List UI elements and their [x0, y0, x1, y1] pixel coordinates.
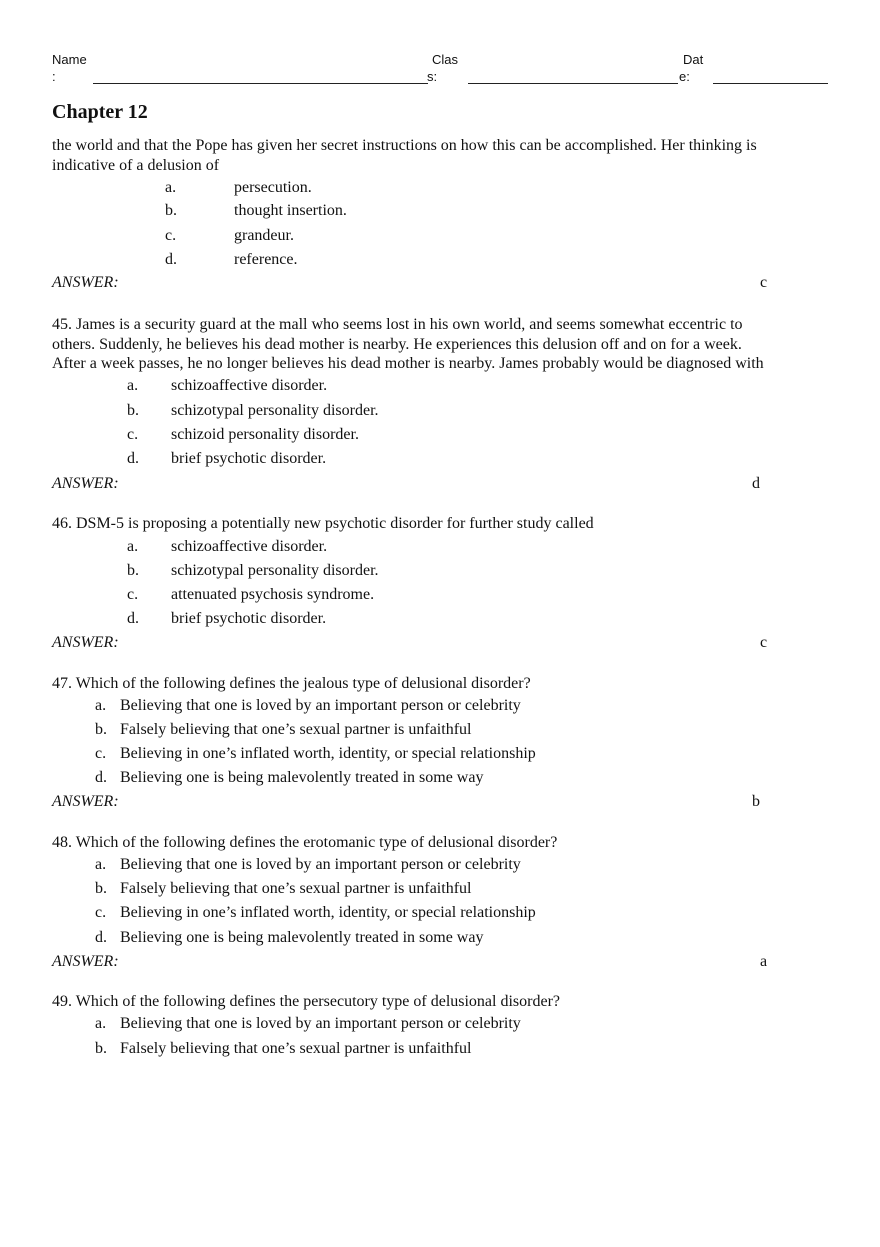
option-text: attenuated psychosis syndrome. [171, 586, 375, 603]
question-text: After a week passes, he no longer believes his dead mother is nearby. James probably would be diagnosed with [52, 355, 764, 372]
answer-label: ANSWER: [52, 953, 119, 970]
option-letter: a. [127, 377, 139, 394]
option-letter: d. [95, 929, 107, 946]
option-text: Believing that one is loved by an important person or celebrity [120, 1015, 521, 1032]
option-text: Falsely believing that one’s sexual partner is unfaithful [120, 721, 472, 738]
option-text: schizoid personality disorder. [171, 426, 359, 443]
option-text: Believing in one’s inflated worth, identity, or special relationship [120, 745, 536, 762]
option-text: reference. [234, 251, 298, 268]
option-text: schizoaffective disorder. [171, 377, 328, 394]
name-field-line[interactable] [93, 83, 428, 84]
class-label-suffix: s: [427, 69, 438, 84]
option-text: Falsely believing that one’s sexual partner is unfaithful [120, 1040, 472, 1057]
answer-label: ANSWER: [52, 634, 119, 651]
option-letter: a. [95, 1015, 107, 1032]
question-text: 45. James is a security guard at the mall who seems lost in his own world, and seems somewhat eccentric to [52, 316, 743, 333]
option-letter: a. [165, 179, 177, 196]
option-letter: a. [95, 697, 107, 714]
option-text: Believing one is being malevolently treated in some way [120, 929, 484, 946]
option-letter: c. [127, 586, 139, 603]
question-text: indicative of a delusion of [52, 157, 220, 174]
option-text: Believing that one is loved by an important person or celebrity [120, 697, 521, 714]
option-letter: d. [127, 610, 139, 627]
option-letter: b. [95, 880, 107, 897]
option-letter: c. [165, 227, 177, 244]
option-text: Believing that one is loved by an important person or celebrity [120, 856, 521, 873]
option-letter: a. [95, 856, 107, 873]
question-text: others. Suddenly, he believes his dead mother is nearby. He experiences this delusion off and on for a week. [52, 336, 742, 353]
option-text: schizoaffective disorder. [171, 538, 328, 555]
class-field-line[interactable] [468, 83, 678, 84]
answer-value: c [760, 634, 768, 651]
class-label: Clas [432, 52, 459, 67]
option-letter: c. [95, 904, 107, 921]
option-letter: d. [165, 251, 177, 268]
option-text: Believing one is being malevolently treated in some way [120, 769, 484, 786]
option-text: Believing in one’s inflated worth, identity, or special relationship [120, 904, 536, 921]
option-letter: b. [95, 721, 107, 738]
option-letter: d. [95, 769, 107, 786]
answer-value: c [760, 274, 768, 291]
option-letter: b. [127, 562, 139, 579]
option-letter: d. [127, 450, 139, 467]
option-letter: b. [165, 202, 177, 219]
answer-label: ANSWER: [52, 475, 119, 492]
answer-value: a [760, 953, 768, 970]
answer-value: b [752, 793, 760, 810]
question-text: 46. DSM-5 is proposing a potentially new psychotic disorder for further study called [52, 515, 594, 532]
option-text: persecution. [234, 179, 312, 196]
option-letter: b. [127, 402, 139, 419]
option-letter: a. [127, 538, 139, 555]
question-text: the world and that the Pope has given her secret instructions on how this can be accomplished. Her thinking is [52, 137, 757, 154]
name-label-colon: : [52, 69, 56, 84]
name-label: Name [52, 52, 87, 67]
option-text: brief psychotic disorder. [171, 610, 327, 627]
question-text: 49. Which of the following defines the persecutory type of delusional disorder? [52, 993, 561, 1010]
question-text: 48. Which of the following defines the erotomanic type of delusional disorder? [52, 834, 558, 851]
answer-label: ANSWER: [52, 274, 119, 291]
option-text: schizotypal personality disorder. [171, 562, 379, 579]
option-letter: c. [127, 426, 139, 443]
option-text: thought insertion. [234, 202, 347, 219]
option-text: Falsely believing that one’s sexual partner is unfaithful [120, 880, 472, 897]
option-text: brief psychotic disorder. [171, 450, 327, 467]
option-letter: b. [95, 1040, 107, 1057]
option-letter: c. [95, 745, 107, 762]
answer-value: d [752, 475, 760, 492]
chapter-title: Chapter 12 [52, 101, 148, 123]
question-text: 47. Which of the following defines the jealous type of delusional disorder? [52, 675, 531, 692]
answer-label: ANSWER: [52, 793, 119, 810]
option-text: grandeur. [234, 227, 294, 244]
date-label-suffix: e: [679, 69, 690, 84]
option-text: schizotypal personality disorder. [171, 402, 379, 419]
date-label: Dat [683, 52, 704, 67]
date-field-line[interactable] [713, 83, 828, 84]
